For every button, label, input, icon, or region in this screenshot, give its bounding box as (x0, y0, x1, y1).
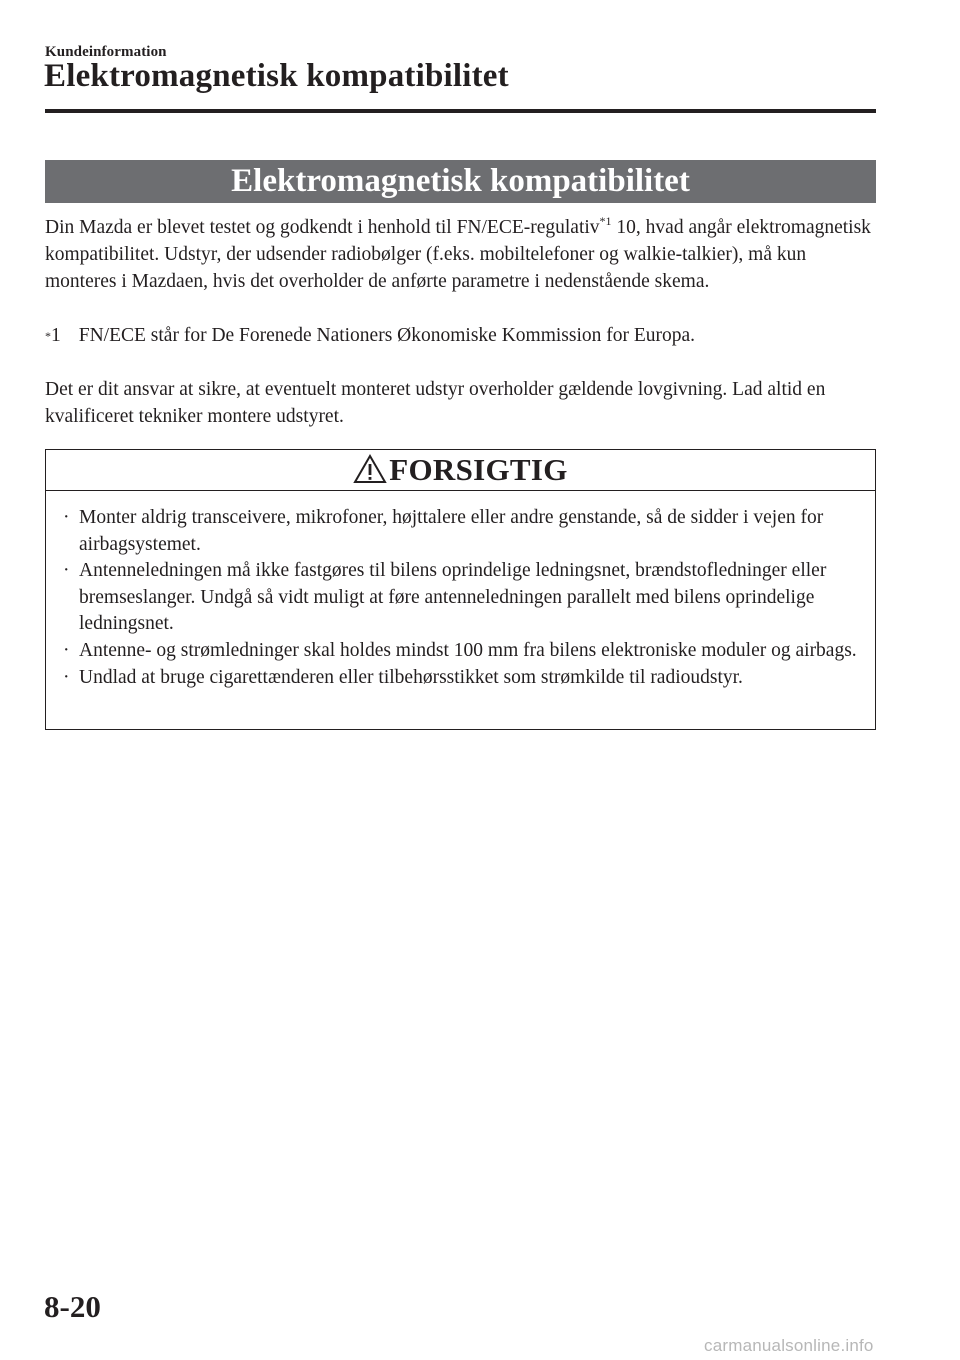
caution-item (46, 505, 875, 558)
header-divider (45, 109, 876, 113)
bullet-icon: · (63, 666, 70, 688)
caution-item-text: Monter aldrig transceivere, mikrofoner, højttalere eller andre genstande, så de sidder i vejen for airbagsystemet. (79, 507, 824, 555)
bullet-icon: · (63, 639, 70, 661)
bullet-icon: · (63, 507, 70, 528)
caution-header (46, 450, 875, 491)
caution-title: FORSIGTIG (389, 452, 568, 487)
caution-item (46, 558, 875, 638)
footnote-mark: * (45, 329, 51, 343)
bullet-icon: · (63, 560, 70, 582)
footnote-number: 1 (51, 325, 61, 346)
caution-list (46, 505, 875, 691)
page-number: 8-20 (44, 1289, 101, 1324)
watermark: carmanualsonline.info (704, 1336, 874, 1355)
section-label: Kundeinformation (45, 44, 167, 60)
intro-paragraph (45, 214, 876, 295)
caution-item (46, 638, 875, 665)
intro-text-end: 10, hvad angår elektromagnetisk kompatibilitet. Udstyr, der udsender radiobølger (f.eks. mobiltelefoner og walkie-talkier), må kun monteres i Mazdaen, hvis det overholder de anførte parametre i nedenstående skema. (45, 217, 871, 292)
responsibility-paragraph: Det er dit ansvar at sikre, at eventuelt monteret udstyr overholder gældende lovgivning. Lad altid en kvalificeret tekniker montere udstyret. (45, 379, 826, 427)
caution-item-text: Undlad at bruge cigarettænderen eller tilbehørsstikket som strømkilde til radioudstyr. (79, 666, 743, 688)
caution-item-text: Antenne- og strømledninger skal holdes mindst 100 mm fra bilens elektroniske moduler og airbags. (79, 639, 857, 661)
caution-item-text: Antenneledningen må ikke fastgøres til bilens oprindelige ledningsnet, brændstofledninger eller bremseslanger. Undgå så vidt muligt at føre antenneledningen parallelt med bilens oprindelige ledningsnet. (79, 560, 827, 635)
section-heading: Elektromagnetisk kompatibilitet (45, 160, 876, 203)
page-title: Elektromagnetisk kompatibilitet (44, 58, 509, 94)
warning-triangle-icon (353, 454, 387, 484)
footnote-text: FN/ECE står for De Forenede Nationers Økonomiske Kommission for Europa. (78, 325, 696, 346)
footnote (45, 322, 876, 349)
caution-item (46, 665, 875, 692)
footnote-reference: *1 (599, 214, 612, 228)
intro-text-start: Din Mazda er blevet testet og godkendt i henhold til FN/ECE-regulativ (45, 217, 600, 238)
caution-box (45, 449, 876, 730)
